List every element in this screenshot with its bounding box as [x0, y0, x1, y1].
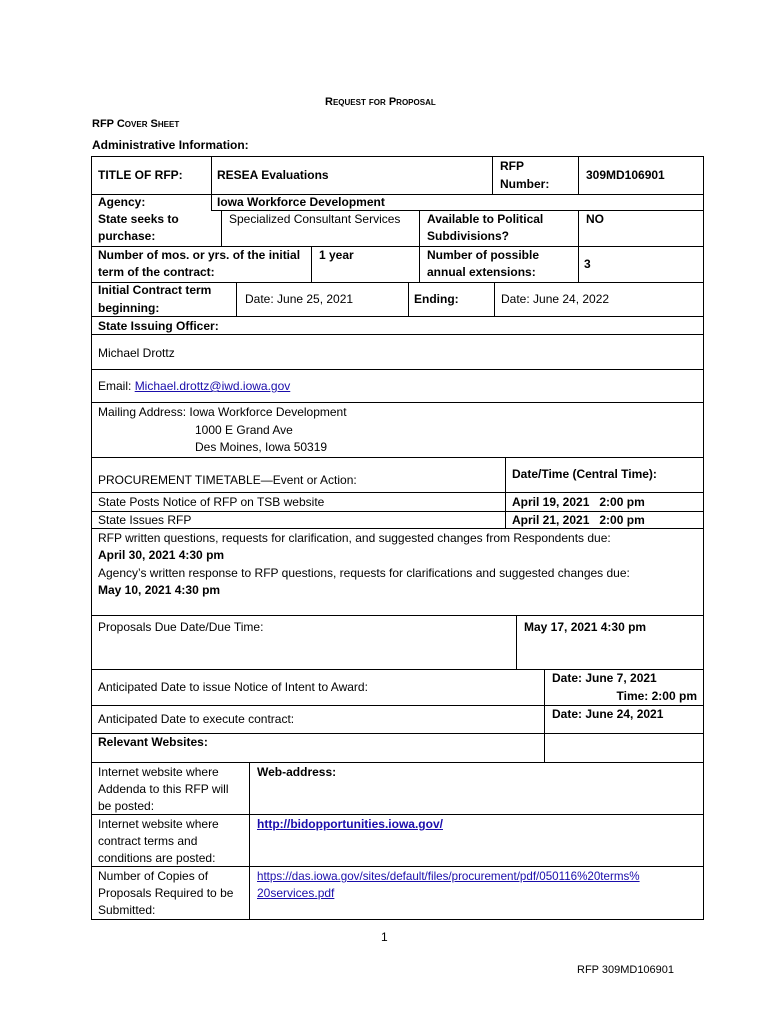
- months-label-2: term of the contract:: [98, 265, 215, 279]
- available-label: Available to Political: [427, 212, 544, 226]
- issues-value: April 21, 2021 2:00 pm: [512, 513, 645, 527]
- title-value: RESEA Evaluations: [217, 168, 329, 182]
- grid-line: [236, 282, 237, 316]
- officer-name: Michael Drottz: [98, 346, 175, 360]
- grid-line: [91, 492, 704, 493]
- agency-label: Agency:: [98, 195, 146, 209]
- grid-line: [249, 762, 250, 919]
- available-value: NO: [586, 212, 604, 226]
- intent-date: Date: June 7, 2021: [552, 671, 657, 685]
- title-label: TITLE OF RFP:: [98, 168, 183, 182]
- document-heading: Request for Proposal: [325, 96, 436, 108]
- available-label-2: Subdivisions?: [427, 229, 510, 243]
- rfp-number-label: RFP: [500, 159, 524, 173]
- table-top-border: [91, 156, 704, 157]
- email-label: Email:: [98, 379, 132, 393]
- grid-line: [221, 210, 222, 246]
- webaddress-label: Web-address:: [257, 765, 337, 779]
- terms-label: Internet website where: [98, 817, 219, 831]
- grid-line: [578, 156, 579, 194]
- seeks-label-2: purchase:: [98, 229, 156, 243]
- table-bottom-border: [91, 919, 704, 920]
- rfp-number-label-2: Number:: [500, 177, 550, 191]
- terms-label-2: contract terms and: [98, 834, 198, 848]
- initial-value: Date: June 25, 2021: [245, 292, 354, 306]
- execute-value: Date: June 24, 2021: [552, 707, 664, 721]
- grid-line: [544, 669, 545, 763]
- issues-label: State Issues RFP: [98, 513, 192, 527]
- ending-label: Ending:: [414, 292, 459, 306]
- grid-line: [91, 814, 704, 815]
- seeks-value: Specialized Consultant Services: [229, 212, 401, 226]
- grid-line: [91, 457, 704, 458]
- cover-sheet-heading: RFP Cover Sheet: [92, 118, 180, 130]
- grid-line: [91, 369, 704, 370]
- officer-label: State Issuing Officer:: [98, 319, 219, 333]
- email-link[interactable]: Michael.drottz@iwd.iowa.gov: [134, 379, 291, 393]
- grid-line: [91, 194, 704, 195]
- page-number: 1: [381, 930, 388, 944]
- copies-label-2: Proposals Required to be: [98, 886, 234, 900]
- questions-date: April 30, 2021 4:30 pm: [98, 548, 225, 562]
- terms-label-3: conditions are posted:: [98, 851, 216, 865]
- extensions-label: Number of possible: [427, 248, 540, 262]
- grid-line: [91, 615, 704, 616]
- grid-line: [211, 194, 212, 210]
- posts-label: State Posts Notice of RFP on TSB website: [98, 495, 325, 509]
- table-left-border: [91, 156, 92, 920]
- copies-label-3: Submitted:: [98, 903, 156, 917]
- ending-value: Date: June 24, 2022: [501, 292, 610, 306]
- grid-line: [91, 402, 704, 403]
- grid-line: [516, 615, 517, 669]
- rfp-number-value: 309MD106901: [586, 168, 665, 182]
- grid-line: [408, 282, 409, 316]
- copies-link-2[interactable]: 20services.pdf: [257, 886, 335, 900]
- grid-line: [211, 156, 212, 194]
- intent-label: Anticipated Date to issue Notice of Intent to Award:: [98, 680, 368, 694]
- agency-value: Iowa Workforce Development: [217, 195, 385, 209]
- grid-line: [311, 246, 312, 282]
- grid-line: [494, 282, 495, 316]
- questions-text: RFP written questions, requests for clarification, and suggested changes from Respondents due:: [98, 531, 611, 545]
- websites-label: Relevant Websites:: [98, 735, 208, 749]
- timetable-label: PROCUREMENT TIMETABLE—Event or Action:: [98, 473, 357, 487]
- intent-time: Time: 2:00 pm: [616, 689, 697, 703]
- initial-label: Initial Contract term: [98, 283, 212, 297]
- mailing-address: Mailing Address: Iowa Workforce Development: [98, 405, 347, 419]
- response-text: Agency’s written response to RFP questions, requests for clarifications and suggested changes due:: [98, 566, 630, 580]
- grid-line: [91, 866, 704, 867]
- initial-label-2: beginning:: [98, 301, 160, 315]
- addenda-label-2: Addenda to this RFP will: [98, 782, 229, 796]
- grid-line: [91, 316, 704, 317]
- footer-text: RFP 309MD106901: [577, 964, 675, 976]
- grid-line: [492, 156, 493, 194]
- grid-line: [91, 762, 704, 763]
- copies-label: Number of Copies of: [98, 869, 209, 883]
- email-line: [98, 378, 290, 395]
- posts-value: April 19, 2021 2:00 pm: [512, 495, 645, 509]
- terms-link[interactable]: http://bidopportunities.iowa.gov/: [257, 817, 443, 831]
- table-right-border: [703, 156, 704, 920]
- extensions-value: 3: [584, 257, 591, 271]
- mailing-street: 1000 E Grand Ave: [195, 423, 293, 437]
- admin-info-heading: Administrative Information:: [92, 138, 249, 152]
- execute-label: Anticipated Date to execute contract:: [98, 712, 295, 726]
- due-value: May 17, 2021 4:30 pm: [524, 620, 647, 634]
- extensions-label-2: annual extensions:: [427, 265, 536, 279]
- copies-link[interactable]: https://das.iowa.gov/sites/default/files/procurement/pdf/050116%20terms%: [257, 870, 640, 883]
- mailing-city: Des Moines, Iowa 50319: [195, 440, 328, 454]
- seeks-label: State seeks to: [98, 212, 179, 226]
- addenda-label-3: be posted:: [98, 799, 155, 813]
- addenda-label: Internet website where: [98, 765, 219, 779]
- response-date: May 10, 2021 4:30 pm: [98, 583, 221, 597]
- datetime-label: Date/Time (Central Time):: [512, 467, 657, 481]
- grid-line: [91, 528, 704, 529]
- months-value: 1 year: [319, 248, 354, 262]
- due-label: Proposals Due Date/Due Time:: [98, 620, 264, 634]
- months-label: Number of mos. or yrs. of the initial: [98, 248, 301, 262]
